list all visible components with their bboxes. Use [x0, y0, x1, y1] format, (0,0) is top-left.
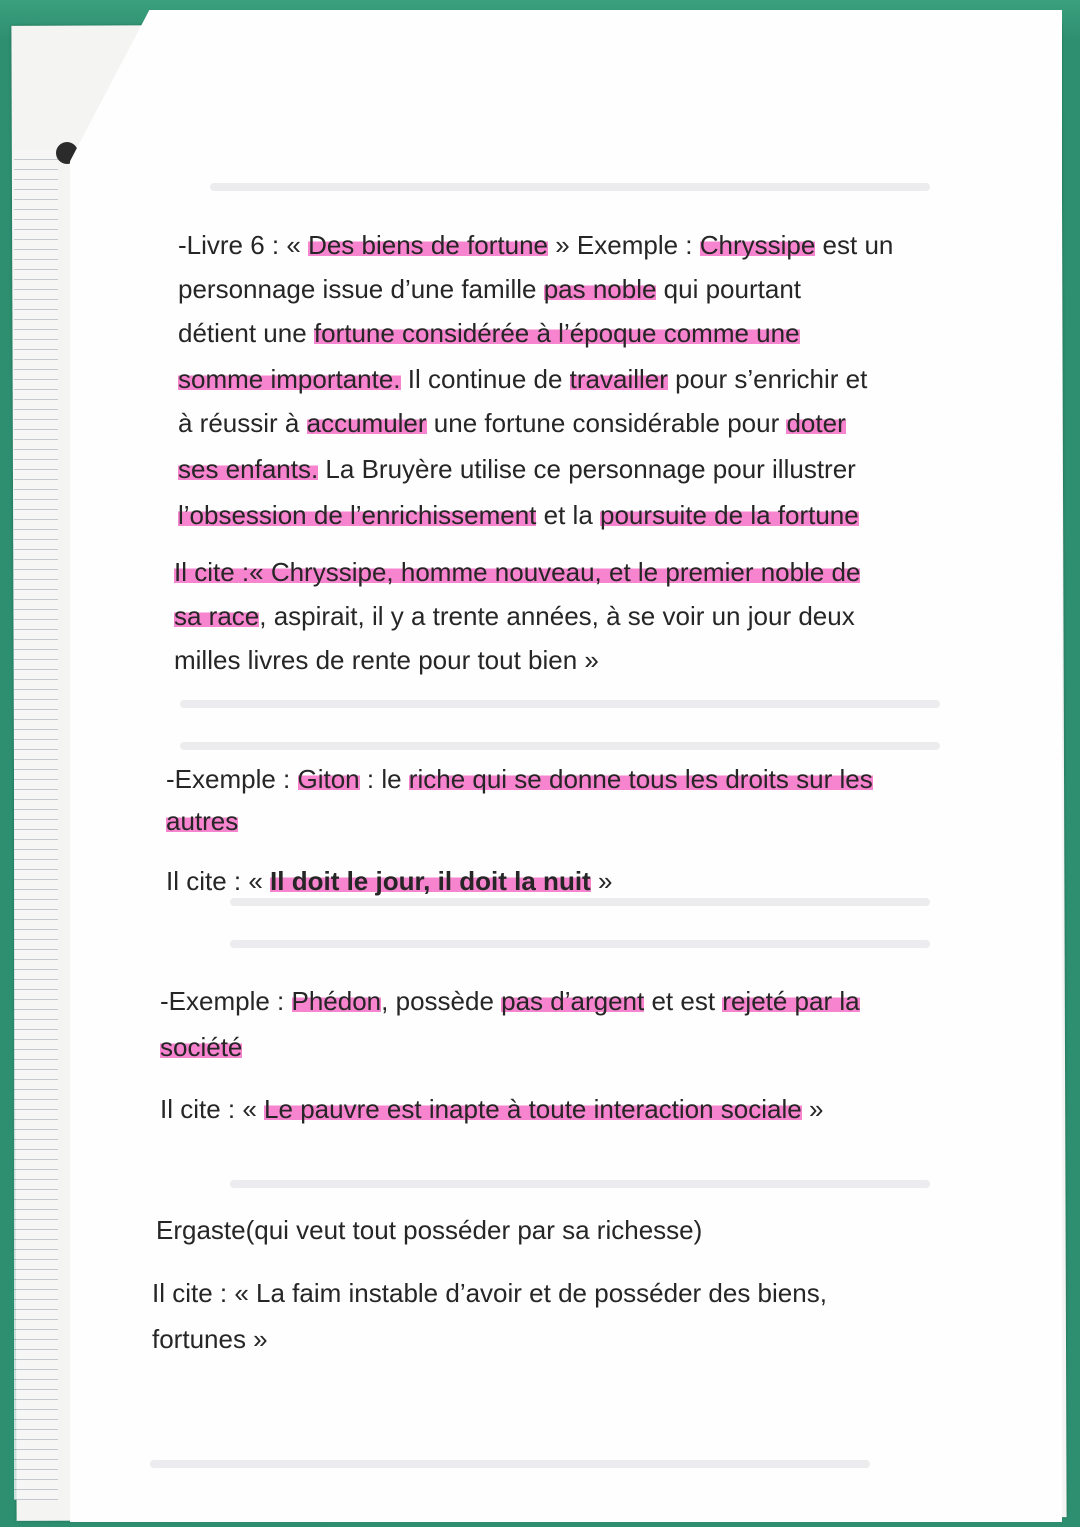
- text: Il continue de: [400, 364, 570, 394]
- text: -Exemple :: [160, 986, 292, 1016]
- highlight: somme importante.: [178, 364, 401, 394]
- para1-line7: [178, 498, 859, 532]
- para1-line2: [178, 272, 801, 306]
- ergaste-line1: [156, 1213, 702, 1247]
- para1-line6: [178, 452, 856, 486]
- highlight: Des biens de fortune: [308, 230, 548, 260]
- text: , aspirait, il y a trente années, à se voir un jour deux: [259, 601, 855, 631]
- text: »: [801, 1094, 824, 1124]
- highlight: Chryssipe: [699, 230, 816, 260]
- text: à réussir à: [178, 408, 307, 438]
- highlight: Phédon: [291, 986, 382, 1016]
- text: détient une: [178, 318, 314, 348]
- text: et est: [644, 986, 723, 1016]
- quote1-line2: [174, 599, 855, 633]
- para1-line3: [178, 316, 800, 350]
- highlight: société: [160, 1032, 243, 1062]
- highlight: ses enfants.: [178, 454, 319, 484]
- giton-line1: [166, 762, 873, 796]
- text: personnage issue d’une famille: [178, 274, 544, 304]
- highlight: accumuler: [306, 408, 427, 438]
- text: une fortune considérable pour: [426, 408, 787, 438]
- ergaste-quote-line2: [152, 1322, 268, 1356]
- highlight: l’obsession de l’enrichissement: [178, 500, 537, 530]
- text: est un: [815, 230, 894, 260]
- highlight: fortune considérée à l’époque comme une: [313, 318, 800, 348]
- quote1-line3: [174, 643, 599, 677]
- highlight: « Chryssipe, homme nouveau, et le premier noble de: [249, 557, 861, 587]
- highlight: poursuite de la fortune: [600, 500, 859, 530]
- phedon-line2: [160, 1030, 242, 1064]
- giton-line2: [166, 804, 238, 838]
- quote1-line1: [174, 555, 860, 589]
- phedon-line1: [160, 984, 860, 1018]
- text: : le: [359, 764, 409, 794]
- text: » Exemple :: [548, 230, 700, 260]
- highlight: rejeté par la: [722, 986, 860, 1016]
- text: Il cite : «: [166, 866, 271, 896]
- para1-line4: [178, 362, 867, 396]
- text: pour s’enrichir et: [667, 364, 868, 394]
- highlight: travailler: [569, 364, 668, 394]
- text: Il cite : «: [160, 1094, 265, 1124]
- text: La Bruyère utilise ce personnage pour illustrer: [318, 454, 856, 484]
- text: Il cite : « La faim instable d’avoir et de posséder des biens,: [152, 1278, 827, 1308]
- highlight: Il cite :: [174, 557, 250, 587]
- highlight: doter: [786, 408, 846, 438]
- text: , possède: [381, 986, 502, 1016]
- highlight: Il doit le jour, il doit la nuit: [270, 866, 591, 896]
- highlight: Le pauvre est inapte à toute interaction sociale: [264, 1094, 802, 1124]
- text: -Livre 6 : «: [178, 230, 309, 260]
- para1-line1: [178, 228, 893, 262]
- text: fortunes »: [152, 1324, 268, 1354]
- para1-line5: [178, 406, 846, 440]
- highlight: autres: [166, 806, 239, 836]
- highlight: sa race: [174, 601, 260, 631]
- text: »: [590, 866, 613, 896]
- highlight: pas noble: [543, 274, 657, 304]
- highlight: riche qui se donne tous les droits sur les: [408, 764, 873, 794]
- highlight: pas d’argent: [501, 986, 645, 1016]
- highlight: Giton: [297, 764, 360, 794]
- text: et la: [536, 500, 600, 530]
- phedon-quote: [160, 1092, 823, 1126]
- text: qui pourtant: [656, 274, 802, 304]
- text: -Exemple :: [166, 764, 298, 794]
- giton-quote: [166, 864, 612, 898]
- text: Ergaste(qui veut tout posséder par sa richesse): [156, 1215, 703, 1245]
- ergaste-quote-line1: [152, 1276, 827, 1310]
- text: milles livres de rente pour tout bien »: [174, 645, 599, 675]
